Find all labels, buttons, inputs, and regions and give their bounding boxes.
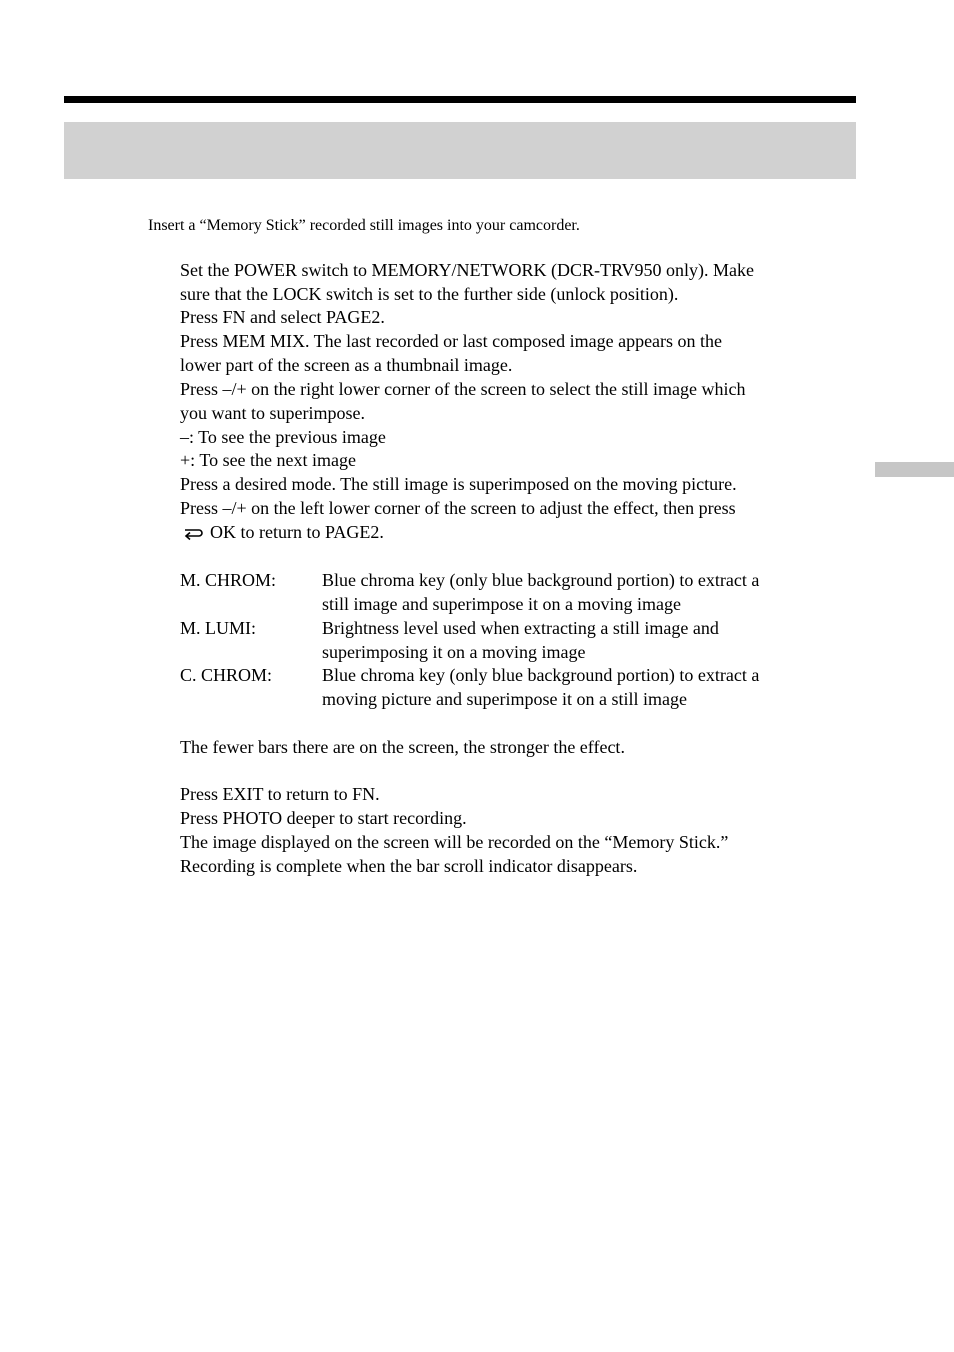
mode-name: M. LUMI: <box>180 618 256 638</box>
step-line: Press FN and select PAGE2. <box>180 307 385 327</box>
intro-text: Insert a “Memory Stick” recorded still images into your camcorder. <box>148 217 580 234</box>
side-tab-marker <box>875 462 954 477</box>
mode-description: Blue chroma key (only blue background portion) to extract a <box>322 665 760 685</box>
ok-return-text: OK to return to PAGE2. <box>210 522 384 542</box>
step-line: sure that the LOCK switch is set to the further side (unlock position). <box>180 284 679 304</box>
return-arrow-icon <box>182 523 204 547</box>
mode-description: superimposing it on a moving image <box>322 642 586 662</box>
mode-name: C. CHROM: <box>180 665 273 685</box>
step-line: –: To see the previous image <box>180 427 386 447</box>
mode-description: Blue chroma key (only blue background portion) to extract a <box>322 570 760 590</box>
step-line: lower part of the screen as a thumbnail image. <box>180 355 513 375</box>
step-line: +: To see the next image <box>180 450 357 470</box>
step-line: Set the POWER switch to MEMORY/NETWORK (DCR-TRV950 only). Make <box>180 260 755 280</box>
step-line: Press –/+ on the right lower corner of the screen to select the still image which <box>180 379 746 399</box>
top-rule <box>64 96 856 103</box>
step-line: Press MEM MIX. The last recorded or last composed image appears on the <box>180 331 723 351</box>
step-line: Press –/+ on the left lower corner of the screen to adjust the effect, then press <box>180 498 736 518</box>
final-step-line: The image displayed on the screen will be recorded on the “Memory Stick.” <box>180 832 729 852</box>
title-band <box>64 122 856 179</box>
final-step-line: Press EXIT to return to FN. <box>180 784 380 804</box>
note-text: The fewer bars there are on the screen, the stronger the effect. <box>180 737 625 757</box>
final-step-line: Recording is complete when the bar scroll indicator disappears. <box>180 856 638 876</box>
final-step-line: Press PHOTO deeper to start recording. <box>180 808 467 828</box>
step-line-ok <box>182 520 384 547</box>
mode-name: M. CHROM: <box>180 570 277 590</box>
mode-description: still image and superimpose it on a moving image <box>322 594 681 614</box>
step-line: Press a desired mode. The still image is superimposed on the moving picture. <box>180 474 737 494</box>
mode-description: moving picture and superimpose it on a still image <box>322 689 687 709</box>
mode-description: Brightness level used when extracting a still image and <box>322 618 719 638</box>
step-line: you want to superimpose. <box>180 403 365 423</box>
